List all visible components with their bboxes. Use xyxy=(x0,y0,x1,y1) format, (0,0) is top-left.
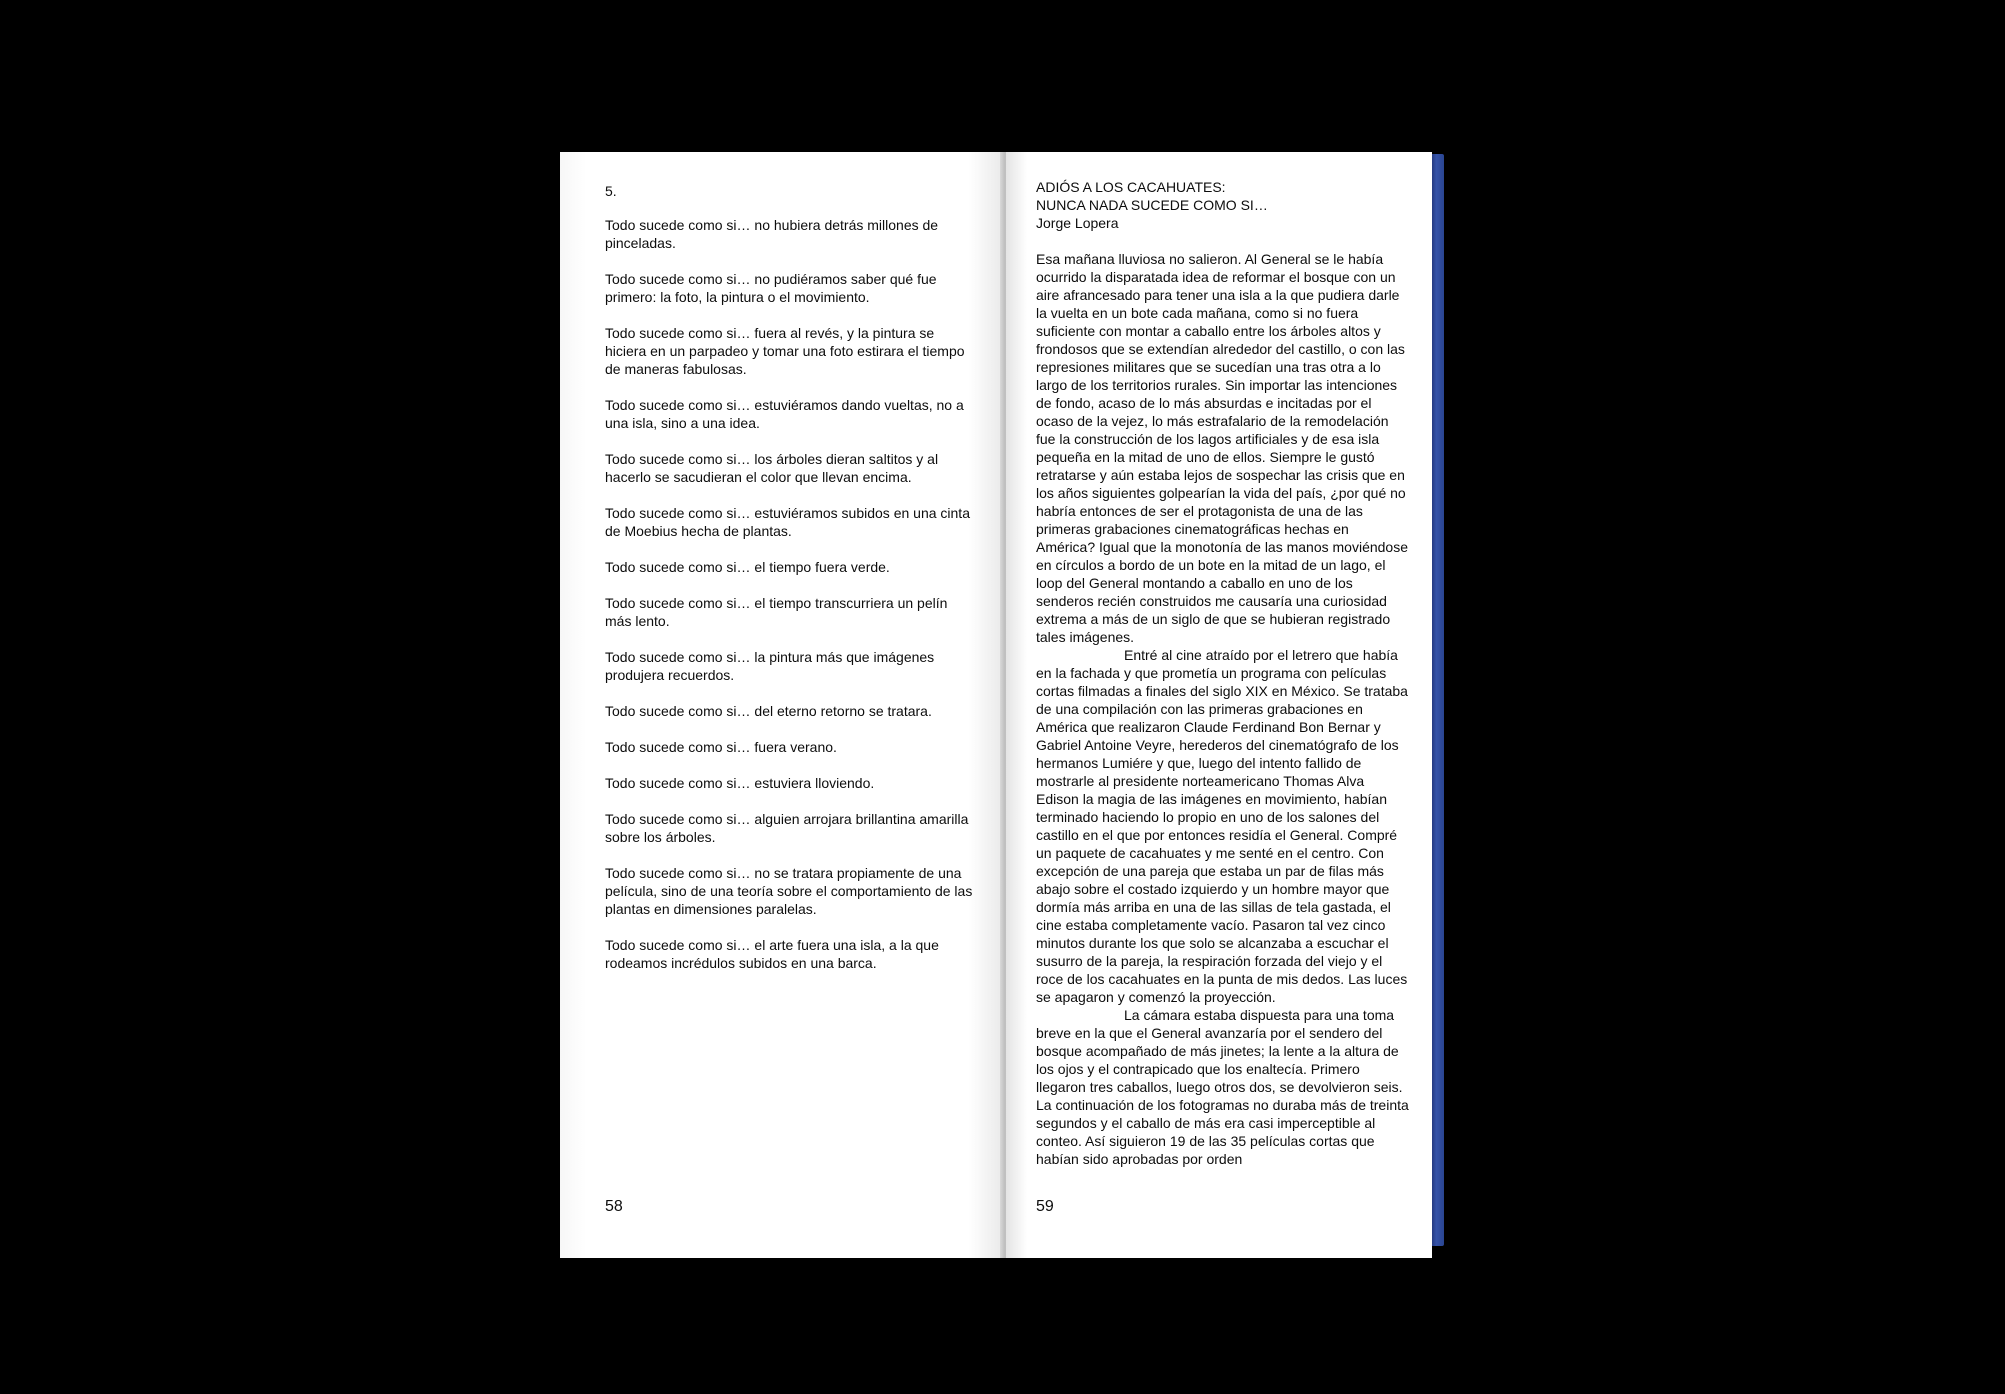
list-item: Todo sucede como si… fuera verano. xyxy=(605,739,837,755)
chapter-author: Jorge Lopera xyxy=(1036,215,1119,231)
body-paragraph: Entré al cine atraído por el letrero que había en la fachada y que prometía un programa con películas cortas filmadas a finales del siglo XIX en México. Se trataba de una compilación con las primeras grabaciones en América que realizaron Claude Ferdinand Bon Bernar y Gabriel Antoine Veyre, herederos del cinematógrafo de los hermanos Lumiére y que, luego del intento fallido de mostrarle al presidente norteamericano Thomas Alva Edison la magia de las imágenes en movimiento, habían terminado haciendo lo propio en uno de los salones del castillo en el que por entonces residía el General. Compré un paquete de cacahuates y me senté en el centro. Con excepción de una pareja que estaba un par de filas más abajo sobre el costado izquierdo y un hombre mayor que dormía más arriba en una de las sillas de tela gastada, el cine estaba completamente vacío. Pasaron tal vez cinco minutos durante los que solo se alcanzaba a escuchar el susurro de la pareja, la respiración forzada del viejo y el roce de los cacahuates en la punta de mis dedos. Las luces se apagaron y comenzó la proyección. xyxy=(1036,647,1408,1005)
list-item: Todo sucede como si… del eterno retorno se tratara. xyxy=(605,703,932,719)
body-paragraph: La cámara estaba dispuesta para una toma breve en la que el General avanzaría por el sendero del bosque acompañado de más jinetes; la lente a la altura de los ojos y el contrapicado que los enaltecía. Primero llegaron tres caballos, luego otros dos, se devolvieron seis. La continuación de los fotogramas no duraba más de treinta segundos y el caballo de más era casi imperceptible al conteo. Así siguieron 19 de las 35 películas cortas que habían sido aprobadas por orden xyxy=(1036,1007,1409,1167)
section-number: 5. xyxy=(605,183,617,199)
left-page xyxy=(560,152,1004,1258)
book-cover-edge xyxy=(1430,154,1444,1246)
list-item: Todo sucede como si… el tiempo transcurriera un pelín más lento. xyxy=(605,595,948,629)
list-item: Todo sucede como si… los árboles dieran saltitos y al hacerlo se sacudieran el color que llevan encima. xyxy=(605,451,939,485)
list-item: Todo sucede como si… alguien arrojara brillantina amarilla sobre los árboles. xyxy=(605,811,969,845)
list-item: Todo sucede como si… estuviéramos subidos en una cinta de Moebius hecha de plantas. xyxy=(605,505,970,539)
list-item: Todo sucede como si… no pudiéramos saber qué fue primero: la foto, la pintura o el movimiento. xyxy=(605,271,937,305)
list-item: Todo sucede como si… fuera al revés, y la pintura se hiciera en un parpadeo y tomar una foto estirara el tiempo de maneras fabulosas. xyxy=(605,325,965,377)
chapter-title-line-1: ADIÓS A LOS CACAHUATES: xyxy=(1036,179,1226,195)
list-item: Todo sucede como si… el tiempo fuera verde. xyxy=(605,559,890,575)
right-page xyxy=(1006,152,1432,1258)
page-number-left: 58 xyxy=(605,1198,623,1215)
page-number-right: 59 xyxy=(1036,1198,1054,1215)
list-item: Todo sucede como si… el arte fuera una isla, a la que rodeamos incrédulos subidos en una barca. xyxy=(605,937,939,971)
list-item: Todo sucede como si… la pintura más que imágenes produjera recuerdos. xyxy=(605,649,935,683)
todo-sucede-list xyxy=(605,216,975,990)
chapter-title-line-2: NUNCA NADA SUCEDE COMO SI… xyxy=(1036,197,1268,213)
open-book xyxy=(560,152,1445,1258)
chapter-header xyxy=(1036,178,1406,232)
list-item: Todo sucede como si… estuviéramos dando vueltas, no a una isla, sino a una idea. xyxy=(605,397,964,431)
list-item: Todo sucede como si… no se tratara propiamente de una película, sino de una teoría sobre el comportamiento de las plantas en dimensiones paralelas. xyxy=(605,865,973,917)
body-paragraph: Esa mañana lluviosa no salieron. Al General se le había ocurrido la disparatada idea de reformar el bosque con un aire afrancesado para tener una isla a la que pudiera darle la vuelta en un bote cada mañana, como si no fuera suficiente con montar a caballo entre los árboles altos y frondosos que se extendían alrededor del castillo, o con las represiones militares que se sucedían una tras otra a lo largo de los territorios rurales. Sin importar las intenciones de fondo, acaso de lo más absurdas e incitadas por el ocaso de la vejez, lo más estrafalario de la remodelación fue la construcción de los lagos artificiales y de esa isla pequeña en la mitad de uno de ellos. Siempre le gustó retratarse y aún estaba lejos de sospechar las crisis que en los años siguientes golpearían la vida del país, ¿por qué no habría entonces de ser el protagonista de una de las primeras grabaciones cinematográficas hechas en América? Igual que la monotonía de las manos moviéndose en círculos a bordo de un bote en la mitad de un lago, el loop del General montando a caballo en uno de los senderos recién construidos me causaría una curiosidad extrema a más de un siglo de que se hubieran registrado tales imágenes. xyxy=(1036,251,1408,645)
list-item: Todo sucede como si… estuviera lloviendo. xyxy=(605,775,875,791)
list-item: Todo sucede como si… no hubiera detrás millones de pinceladas. xyxy=(605,217,939,251)
chapter-body xyxy=(1036,250,1409,1168)
